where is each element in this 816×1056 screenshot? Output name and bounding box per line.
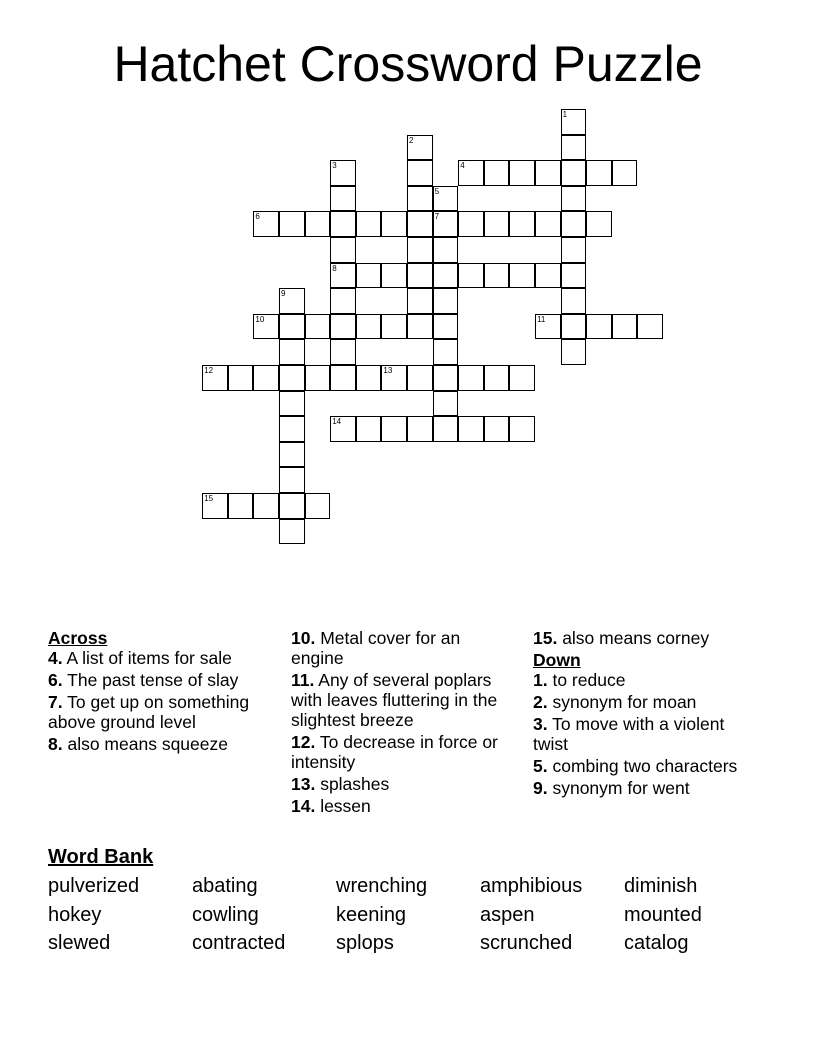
word-bank-word: splops <box>336 932 394 954</box>
crossword-cell[interactable] <box>458 160 484 186</box>
clue-item <box>291 796 511 816</box>
crossword-cell[interactable] <box>330 288 356 314</box>
crossword-cell[interactable] <box>279 493 305 519</box>
clue-text: synonym for moan <box>547 692 697 712</box>
clue-number: 15 <box>204 494 214 503</box>
clues-column-3 <box>533 628 763 800</box>
clue-text: also means corney <box>557 628 710 648</box>
crossword-cell[interactable] <box>433 391 459 417</box>
crossword-cell[interactable] <box>253 493 279 519</box>
crossword-cell[interactable] <box>433 288 459 314</box>
clue-number: 5 <box>434 186 440 196</box>
clue-text: also means squeeze <box>62 734 228 754</box>
crossword-cell[interactable] <box>330 186 356 212</box>
clue-number-label: 11. <box>291 670 315 690</box>
clue-number: 14 <box>332 417 342 427</box>
crossword-cell[interactable] <box>561 211 587 237</box>
crossword-cell[interactable] <box>407 135 433 161</box>
crossword-cell[interactable] <box>484 211 510 237</box>
word-bank-word: abating <box>192 875 258 897</box>
crossword-cell[interactable] <box>356 314 382 340</box>
crossword-cell[interactable] <box>407 211 433 237</box>
clue-item <box>291 670 511 730</box>
clue-text: To decrease in force or intensity <box>291 732 498 772</box>
crossword-cell[interactable] <box>433 263 459 289</box>
clue-number-label: 15. <box>533 628 558 648</box>
crossword-cell[interactable] <box>561 109 587 135</box>
clue-item <box>48 648 278 668</box>
crossword-cell[interactable] <box>305 365 331 391</box>
crossword-cell[interactable] <box>356 263 382 289</box>
clue-text: The past tense of slay <box>62 670 239 690</box>
crossword-cell[interactable] <box>279 442 305 468</box>
crossword-cell[interactable] <box>305 211 331 237</box>
crossword-cell[interactable] <box>561 339 587 365</box>
word-bank-word: aspen <box>480 904 535 926</box>
across-clue-list-end <box>533 628 763 648</box>
word-bank-word: amphibious <box>480 875 583 897</box>
word-bank-word: slewed <box>48 932 111 954</box>
word-bank-word: hokey <box>48 904 102 926</box>
clues-column-1 <box>48 628 278 756</box>
crossword-cell[interactable] <box>279 416 305 442</box>
crossword-cell[interactable] <box>433 237 459 263</box>
crossword-cell[interactable] <box>279 211 305 237</box>
crossword-cell[interactable] <box>433 365 459 391</box>
clue-number: 6 <box>255 212 260 222</box>
word-bank-word: keening <box>336 904 407 926</box>
word-bank-word: diminish <box>624 875 698 897</box>
crossword-cell[interactable] <box>535 211 561 237</box>
clue-text: combing two characters <box>547 756 738 776</box>
crossword-cell[interactable] <box>458 211 484 237</box>
crossword-cell[interactable] <box>356 365 382 391</box>
across-clue-list <box>48 648 278 754</box>
clue-number-label: 12. <box>291 732 316 752</box>
clue-item <box>291 774 511 794</box>
crossword-cell[interactable] <box>330 263 356 289</box>
page-title: Hatchet Crossword Puzzle <box>113 36 703 92</box>
clue-number: 8 <box>332 263 337 273</box>
crossword-cell[interactable] <box>202 365 228 391</box>
crossword-cell[interactable] <box>407 237 433 263</box>
clue-item <box>533 628 763 648</box>
clue-number: 9 <box>281 289 286 299</box>
crossword-cell[interactable] <box>407 314 433 340</box>
clue-number-label: 8. <box>48 734 63 754</box>
clue-item <box>533 714 763 754</box>
crossword-cell[interactable] <box>228 365 254 391</box>
across-clue-list-continued <box>291 628 511 816</box>
crossword-cell[interactable] <box>484 263 510 289</box>
crossword-cell[interactable] <box>407 186 433 212</box>
crossword-cell[interactable] <box>561 288 587 314</box>
crossword-cell[interactable] <box>279 467 305 493</box>
crossword-cell[interactable] <box>279 391 305 417</box>
crossword-cell[interactable] <box>561 186 587 212</box>
across-heading: Across <box>48 628 108 648</box>
crossword-cell[interactable] <box>253 365 279 391</box>
crossword-cell[interactable] <box>381 263 407 289</box>
crossword-cell[interactable] <box>330 237 356 263</box>
crossword-cell[interactable] <box>253 211 279 237</box>
crossword-cell[interactable] <box>356 211 382 237</box>
crossword-cell[interactable] <box>484 365 510 391</box>
clue-number-label: 7. <box>48 692 63 712</box>
crossword-cell[interactable] <box>381 211 407 237</box>
down-clue-list <box>533 670 763 798</box>
clue-number: 4 <box>460 161 465 171</box>
crossword-cell[interactable] <box>484 160 510 186</box>
crossword-cell[interactable] <box>561 160 587 186</box>
crossword-cell[interactable] <box>253 314 279 340</box>
clue-item <box>291 732 511 772</box>
crossword-cell[interactable] <box>228 493 254 519</box>
crossword-cell[interactable] <box>458 416 484 442</box>
crossword-cell[interactable] <box>407 263 433 289</box>
clue-number-label: 1. <box>533 670 548 690</box>
clue-item <box>48 670 278 690</box>
clue-item <box>533 778 763 798</box>
down-heading: Down <box>533 650 581 670</box>
crossword-cell[interactable] <box>535 314 561 340</box>
crossword-cell[interactable] <box>305 493 331 519</box>
crossword-cell[interactable] <box>407 365 433 391</box>
word-bank-word: scrunched <box>480 932 573 954</box>
crossword-cell[interactable] <box>279 519 305 545</box>
crossword-cell[interactable] <box>586 211 612 237</box>
clue-number: 7 <box>434 212 440 222</box>
crossword-cell[interactable] <box>586 314 612 340</box>
clue-number-label: 3. <box>533 714 548 734</box>
clue-item <box>533 756 763 776</box>
word-bank-word: cowling <box>192 904 259 926</box>
clue-text: lessen <box>315 796 371 816</box>
crossword-cell[interactable] <box>407 160 433 186</box>
clue-text: splashes <box>315 774 390 794</box>
crossword-cell[interactable] <box>509 160 535 186</box>
crossword-cell[interactable] <box>561 263 587 289</box>
crossword-cell[interactable] <box>305 314 331 340</box>
clue-text: to reduce <box>547 670 626 690</box>
crossword-cell[interactable] <box>637 314 663 340</box>
clue-number-label: 2. <box>533 692 548 712</box>
crossword-cell[interactable] <box>330 314 356 340</box>
clue-item <box>48 734 278 754</box>
clue-number-label: 13. <box>291 774 316 794</box>
crossword-cell[interactable] <box>612 314 638 340</box>
clue-text: A list of items for sale <box>62 648 232 668</box>
clue-number-label: 6. <box>48 670 63 690</box>
clue-text: synonym for went <box>547 778 690 798</box>
crossword-cell[interactable] <box>330 339 356 365</box>
clue-number-label: 14. <box>291 796 316 816</box>
crossword-cell[interactable] <box>330 160 356 186</box>
clue-text: To get up on something above ground level <box>48 692 250 732</box>
clue-number: 11 <box>537 314 546 324</box>
clue-number: 2 <box>409 135 414 145</box>
crossword-cell[interactable] <box>356 416 382 442</box>
clue-number-label: 9. <box>533 778 548 798</box>
clue-number: 1 <box>562 110 568 119</box>
crossword-cell[interactable] <box>330 211 356 237</box>
crossword-cell[interactable] <box>330 416 356 442</box>
clue-item <box>48 692 278 732</box>
clue-item <box>533 670 763 690</box>
crossword-cell[interactable] <box>433 186 459 212</box>
word-bank-word: pulverized <box>48 875 140 897</box>
crossword-cell[interactable] <box>381 365 407 391</box>
crossword-cell[interactable] <box>279 365 305 391</box>
crossword-cell[interactable] <box>279 288 305 314</box>
clue-number: 13 <box>383 366 393 375</box>
crossword-cell[interactable] <box>407 288 433 314</box>
crossword-cell[interactable] <box>586 160 612 186</box>
crossword-cell[interactable] <box>535 263 561 289</box>
word-bank-word: contracted <box>192 932 286 954</box>
crossword-cell[interactable] <box>433 416 459 442</box>
clue-item <box>533 692 763 712</box>
crossword-cell[interactable] <box>484 416 510 442</box>
crossword-cell[interactable] <box>509 365 535 391</box>
crossword-cell[interactable] <box>612 160 638 186</box>
crossword-cell[interactable] <box>407 416 433 442</box>
clue-number-label: 10. <box>291 628 316 648</box>
crossword-cell[interactable] <box>535 160 561 186</box>
clue-number: 3 <box>332 161 337 171</box>
crossword-cell[interactable] <box>433 314 459 340</box>
crossword-cell[interactable] <box>381 416 407 442</box>
clue-text: Metal cover for an engine <box>291 628 461 668</box>
crossword-cell[interactable] <box>561 314 587 340</box>
word-bank-word: wrenching <box>336 875 428 897</box>
clues-column-2 <box>291 628 511 818</box>
word-bank-title: Word Bank <box>48 846 154 868</box>
crossword-cell[interactable] <box>561 135 587 161</box>
crossword-cell[interactable] <box>509 263 535 289</box>
crossword-cell[interactable] <box>381 314 407 340</box>
crossword-cell[interactable] <box>330 365 356 391</box>
clue-number-label: 4. <box>48 648 63 668</box>
crossword-cell[interactable] <box>509 416 535 442</box>
crossword-cell[interactable] <box>509 211 535 237</box>
crossword-cell[interactable] <box>279 314 305 340</box>
crossword-cell[interactable] <box>561 237 587 263</box>
crossword-cell[interactable] <box>433 211 459 237</box>
clue-number: 12 <box>204 366 214 375</box>
clue-number-label: 5. <box>533 756 548 776</box>
crossword-cell[interactable] <box>202 493 228 519</box>
crossword-cell[interactable] <box>433 339 459 365</box>
crossword-cell[interactable] <box>458 365 484 391</box>
crossword-cell[interactable] <box>279 339 305 365</box>
word-bank-word: mounted <box>624 904 702 926</box>
clue-item <box>291 628 511 668</box>
clue-number: 10 <box>255 314 265 324</box>
word-bank-word: catalog <box>624 932 689 954</box>
clue-text: To move with a violent twist <box>533 714 725 754</box>
clue-text: Any of several poplars with leaves fluttering in the slightest breeze <box>291 670 498 730</box>
crossword-cell[interactable] <box>458 263 484 289</box>
